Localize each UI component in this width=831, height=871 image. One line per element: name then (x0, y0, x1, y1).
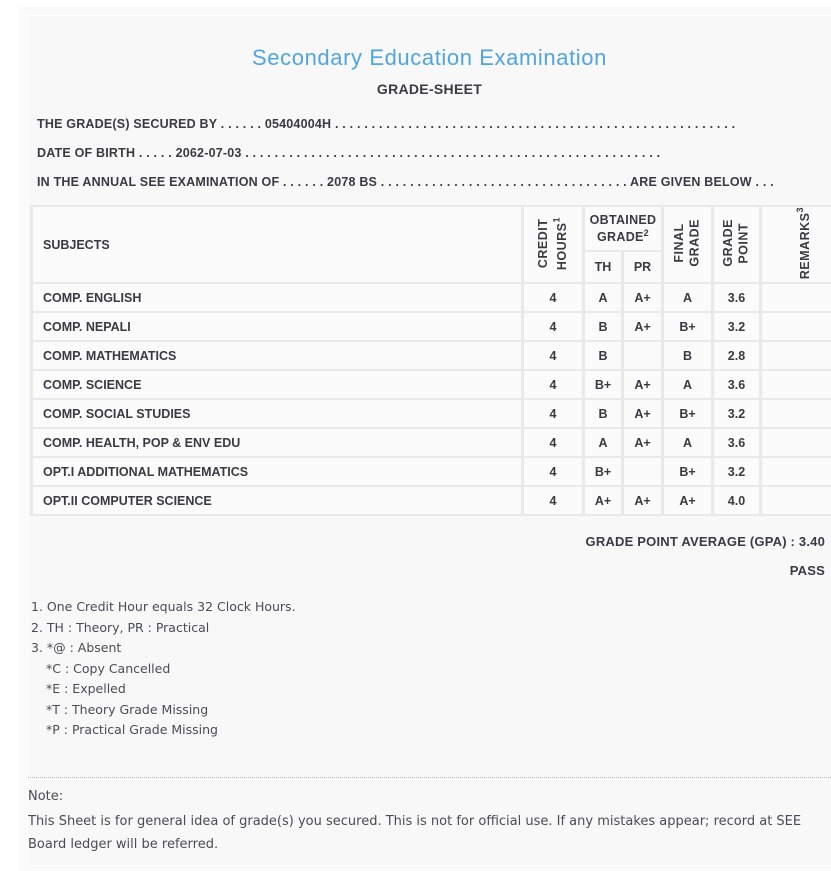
grade-point-cell: 3.2 (714, 313, 759, 340)
footnote-theory-missing: *T : Theory Grade Missing (46, 701, 209, 717)
subject-cell: OPT.I ADDITIONAL MATHEMATICS (33, 458, 521, 485)
credit-hours-cell: 4 (524, 342, 582, 369)
credit-hours-cell: 4 (524, 371, 582, 398)
grades-secured-by-line: THE GRADE(S) SECURED BY . . . . . . 05404004H . . . . . . . . . . . . . . . . . . . . . . . . . . . . . . . . . . . . . . . . . . . . . . . . . . . . . . . (37, 117, 736, 131)
pr-grade-cell (624, 458, 661, 485)
credit-hours-vertical-label: CREDIT HOURS$^1$ (535, 216, 569, 270)
subject-cell: COMP. NEPALI (33, 313, 521, 340)
page-subtitle: GRADE-SHEET (376, 81, 483, 97)
grade-point-cell: 3.6 (714, 371, 759, 398)
col-header-final-grade (664, 207, 711, 282)
note-label: Note: (28, 788, 64, 804)
pr-grade-cell: A+ (624, 487, 661, 514)
table-row (33, 371, 831, 398)
note-text: This Sheet is for general idea of grade(s) you secured. This is not for official use. If any mistakes appear; record at SEE Board ledger will be referred. (28, 813, 802, 852)
grade-point-vertical-label: GRADE POINT (720, 219, 751, 267)
examination-year-line: IN THE ANNUAL SEE EXAMINATION OF . . . . . . 2078 BS . . . . . . . . . . . . . . . . . . . . . . . . . . . . . . . . . . ARE GIVEN BELOW . . . (37, 175, 774, 189)
th-grade-cell: B (585, 313, 621, 340)
remarks-vertical-label: REMARKS$^3$ (795, 207, 813, 280)
credit-hours-cell: 4 (524, 284, 582, 311)
pr-grade-cell: A+ (624, 400, 661, 427)
subjects-header-label: SUBJECTS (43, 237, 110, 252)
student-info (28, 110, 831, 197)
grades-table (30, 205, 831, 516)
table-row (33, 313, 831, 340)
col-header-pr: PR (624, 252, 661, 283)
subject-cell: COMP. HEALTH, POP & ENV EDU (33, 429, 521, 456)
remarks-cell (762, 487, 831, 514)
table-row (33, 458, 831, 485)
grade-point-cell: 4.0 (714, 487, 759, 514)
grade-point-cell: 3.6 (714, 429, 759, 456)
pr-grade-cell: A+ (624, 284, 661, 311)
final-grade-cell: B+ (664, 313, 711, 340)
footnote-credit-hour: 1. One Credit Hour equals 32 Clock Hours. (31, 599, 296, 615)
col-header-th: TH (585, 252, 621, 283)
table-row (33, 400, 831, 427)
footnote-copy-cancelled: *C : Copy Cancelled (46, 660, 171, 676)
grade-point-cell: 3.2 (714, 458, 759, 485)
col-header-credit-hours (524, 207, 582, 282)
col-header-obtained-grade: OBTAINED GRADE$^2$ (585, 207, 661, 250)
remarks-cell (762, 400, 831, 427)
remarks-cell (762, 458, 831, 485)
footnote-expelled: *E : Expelled (46, 681, 126, 697)
credit-hours-cell: 4 (524, 400, 582, 427)
grade-point-cell: 3.6 (714, 284, 759, 311)
footnotes (28, 597, 831, 741)
th-grade-cell: A (585, 284, 621, 311)
remarks-cell (762, 371, 831, 398)
credit-hours-cell: 4 (524, 458, 582, 485)
remarks-cell (762, 429, 831, 456)
subject-cell: COMP. ENGLISH (33, 284, 521, 311)
final-grade-cell: B+ (664, 400, 711, 427)
gpa-line: GRADE POINT AVERAGE (GPA) : 3.40 (585, 534, 825, 550)
subject-cell: COMP. MATHEMATICS (33, 342, 521, 369)
date-of-birth-line: DATE OF BIRTH . . . . . 2062-07-03 . . . . . . . . . . . . . . . . . . . . . . . . . . . . . . . . . . . . . . . . . . . . . . . . . . . . . . . . . (37, 146, 661, 160)
grade-sheet (28, 16, 831, 856)
subject-cell: OPT.II COMPUTER SCIENCE (33, 487, 521, 514)
remarks-cell (762, 284, 831, 311)
credit-hours-cell: 4 (524, 429, 582, 456)
result-status: PASS (789, 563, 825, 579)
final-grade-cell: A+ (664, 487, 711, 514)
final-grade-cell: B (664, 342, 711, 369)
col-header-remarks (762, 207, 831, 282)
final-grade-cell: A (664, 284, 711, 311)
grade-point-cell: 2.8 (714, 342, 759, 369)
credit-hours-cell: 4 (524, 313, 582, 340)
result-summary (28, 527, 831, 585)
col-header-grade-point (714, 207, 759, 282)
footnote-absent: 3. *@ : Absent (31, 640, 122, 656)
table-row (33, 284, 831, 311)
table-row (33, 487, 831, 514)
th-grade-cell: A (585, 429, 621, 456)
credit-hours-cell: 4 (524, 487, 582, 514)
th-grade-cell: B+ (585, 458, 621, 485)
pr-grade-cell: A+ (624, 429, 661, 456)
note-section (28, 777, 831, 856)
th-grade-cell: B (585, 400, 621, 427)
page-title: Secondary Education Examination (252, 45, 607, 70)
th-grade-cell: B (585, 342, 621, 369)
remarks-cell (762, 313, 831, 340)
footnote-th-pr: 2. TH : Theory, PR : Practical (31, 619, 210, 635)
table-row (33, 429, 831, 456)
subject-cell: COMP. SCIENCE (33, 371, 521, 398)
pr-grade-cell: A+ (624, 371, 661, 398)
remarks-cell (762, 342, 831, 369)
pr-grade-cell: A+ (624, 313, 661, 340)
table-body (33, 284, 831, 514)
table-row (33, 342, 831, 369)
final-grade-cell: A (664, 371, 711, 398)
col-header-subjects (33, 207, 521, 282)
final-grade-cell: B+ (664, 458, 711, 485)
final-grade-cell: A (664, 429, 711, 456)
final-grade-vertical-label: FINAL GRADE (671, 219, 702, 267)
grade-point-cell: 3.2 (714, 400, 759, 427)
th-grade-cell: A+ (585, 487, 621, 514)
pr-grade-cell (624, 342, 661, 369)
th-grade-cell: B+ (585, 371, 621, 398)
subject-cell: COMP. SOCIAL STUDIES (33, 400, 521, 427)
footnote-practical-missing: *P : Practical Grade Missing (46, 722, 218, 738)
